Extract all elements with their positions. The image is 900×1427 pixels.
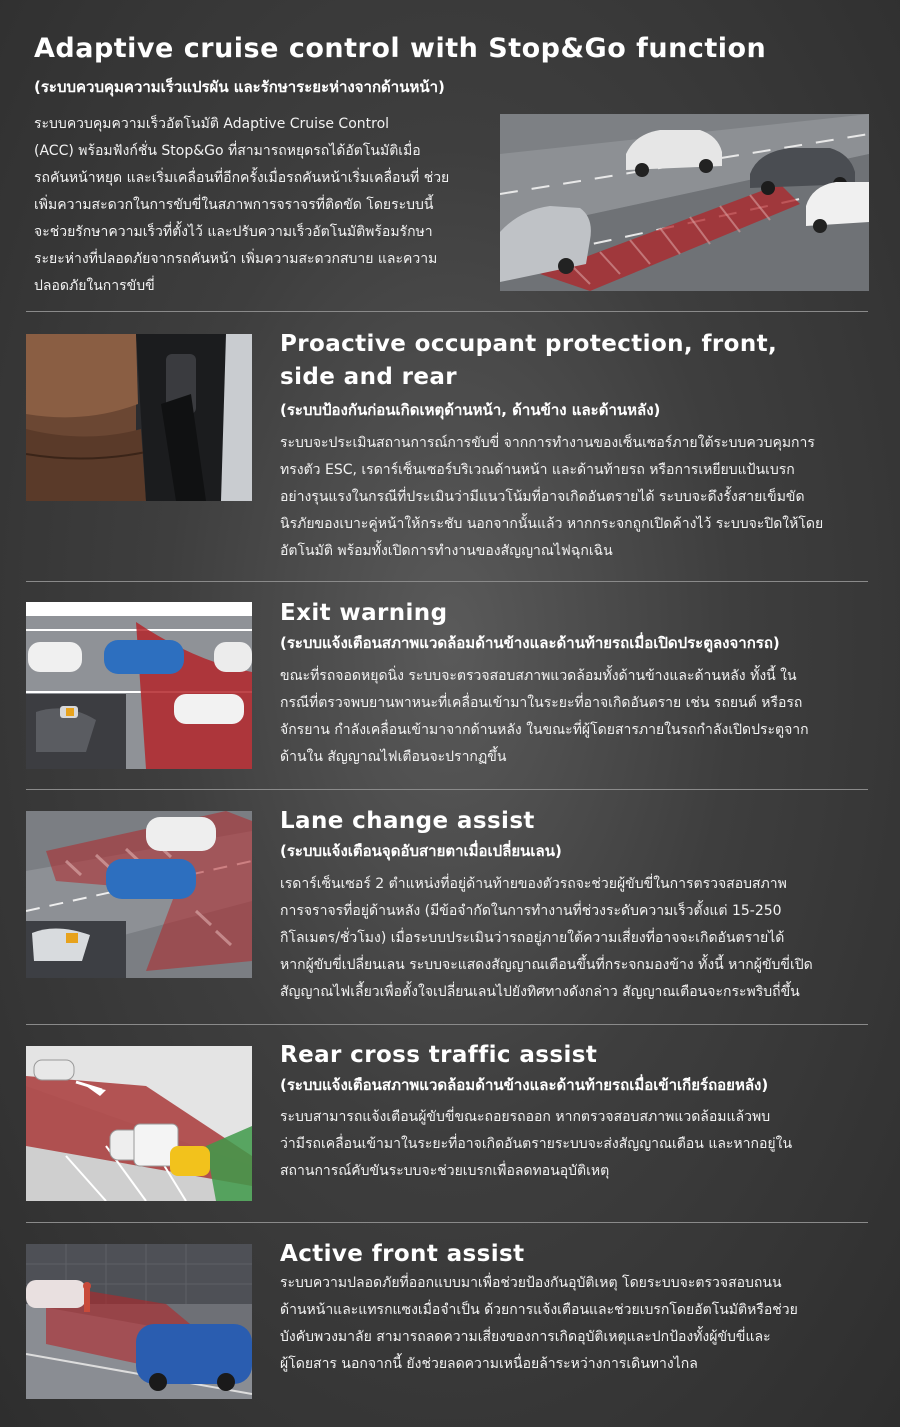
exit-warning-subtitle: (ระบบแจ้งเตือนสภาพแวดล้อมด้านข้างและด้านท้ายรถเมื่อเปิดประตูลงจากรถ) xyxy=(280,634,780,652)
section-divider xyxy=(26,1024,868,1025)
lane-change-illustration xyxy=(26,811,252,978)
acc-body-line: ปลอดภัยในการขับขี่ xyxy=(34,278,155,294)
exit-warning-body-line: ขณะที่รถจอดหยุดนิ่ง ระบบจะตรวจสอบสภาพแวดล้อมทั้งด้านข้างและด้านหลัง ทั้งนี้ ใน xyxy=(280,668,797,684)
rear-cross-body-line: ระบบสามารถแจ้งเตือนผู้ขับขี่ขณะถอยรถออก หากตรวจสอบสภาพแวดล้อมแล้วพบ xyxy=(280,1109,771,1125)
rear-cross-title: Rear cross traffic assist xyxy=(280,1042,598,1068)
section-divider xyxy=(26,581,868,582)
proactive-title-line: side and rear xyxy=(280,364,458,390)
acc-title: Adaptive cruise control with Stop&Go function xyxy=(34,33,767,64)
active-front-body-line: ผู้โดยสาร นอกจากนี้ ยังช่วยลดความเหนื่อยล้าระหว่างการเดินทางไกล xyxy=(280,1356,698,1372)
exit-warning-body xyxy=(280,663,880,771)
proactive-body-line: ทรงตัว ESC, เรดาร์เซ็นเซอร์บริเวณด้านหน้า และด้านท้ายรถ หรือการเหยียบแป้นเบรก xyxy=(280,462,795,478)
exit-warning-body-line: ด้านใน สัญญาณไฟเตือนจะปรากฏขึ้น xyxy=(280,749,507,765)
acc-body-line: จะช่วยรักษาความเร็วที่ตั้งไว้ และปรับความเร็วอัตโนมัติพร้อมรักษา xyxy=(34,224,433,240)
lane-change-body-line: กิโลเมตร/ชั่วโมง) เมื่อระบบประเมินว่ารถอยู่ภายใต้ความเสี่ยงที่อาจจะเกิดอันตรายได้ xyxy=(280,930,785,946)
lane-change-body-line: หากผู้ขับขี่เปลี่ยนเลน ระบบจะแสดงสัญญาณเตือนขึ้นที่กระจกมองข้าง ทั้งนี้ หากผู้ขับขี่เปิด xyxy=(280,957,813,973)
acc-subtitle: (ระบบควบคุมความเร็วแปรผัน และรักษาระยะห่างจากด้านหน้า) xyxy=(34,78,445,96)
proactive-body-line: นิรภัยของเบาะคู่หน้าให้กระชับ นอกจากนั้นแล้ว หากกระจกถูกเปิดค้างไว้ ระบบจะปิดให้โดย xyxy=(280,516,824,532)
acc-body-line: รถคันหน้าหยุด และเริ่มเคลื่อนที่อีกครั้งเมื่อรถคันหน้าเริ่มเคลื่อนที่ ช่วย xyxy=(34,170,450,186)
proactive-body xyxy=(280,430,880,565)
lane-change-subtitle: (ระบบแจ้งเตือนจุดอับสายตาเมื่อเปลี่ยนเลน) xyxy=(280,842,562,860)
acc-body-line: ระยะห่างที่ปลอดภัยจากรถคันหน้า เพิ่มความสะดวกสบาย และความ xyxy=(34,251,438,267)
section-divider xyxy=(26,789,868,790)
rear-cross-illustration xyxy=(26,1046,252,1201)
acc-body xyxy=(34,111,504,300)
proactive-title xyxy=(280,328,860,394)
exit-warning-title: Exit warning xyxy=(280,600,448,626)
rear-cross-body-line: ว่ามีรถเคลื่อนเข้ามาในระยะที่อาจเกิดอันตรายระบบจะส่งสัญญาณเตือน และหากอยู่ใน xyxy=(280,1136,793,1152)
rear-cross-body-line: สถานการณ์คับขันระบบจะช่วยเบรกเพื่อลดทอนอุบัติเหตุ xyxy=(280,1163,610,1179)
lane-change-body-line: เรดาร์เซ็นเซอร์ 2 ตำแหน่งที่อยู่ด้านท้ายของตัวรถจะช่วยผู้ขับขี่ในการตรวจสอบสภาพ xyxy=(280,876,787,892)
acc-body-line: เพิ่มความสะดวกในการขับขี่ในสภาพการจราจรที่ติดขัด โดยระบบนี้ xyxy=(34,197,434,213)
active-front-title: Active front assist xyxy=(280,1241,525,1267)
lane-change-body xyxy=(280,871,880,1006)
active-front-body-line: ด้านหน้าและแทรกแซงเมื่อจำเป็น ด้วยการแจ้งเตือนและช่วยเบรกโดยอัตโนมัติหรือช่วย xyxy=(280,1302,798,1318)
section-divider xyxy=(26,311,868,312)
active-front-body-line: บังคับพวงมาลัย สามารถลดความเสี่ยงของการเกิดอุบัติเหตุและปกป้องทั้งผู้ขับขี่และ xyxy=(280,1329,771,1345)
acc-body-line: ระบบควบคุมความเร็วอัตโนมัติ Adaptive Cruise Control xyxy=(34,116,390,132)
proactive-title-line: Proactive occupant protection, front, xyxy=(280,331,778,357)
active-front-body xyxy=(280,1270,880,1378)
acc-illustration xyxy=(500,114,869,291)
exit-warning-body-line: จักรยาน กำลังเคลื่อนเข้ามาจากด้านหลัง ในขณะที่ผู้โดยสารภายในรถกำลังเปิดประตูจาก xyxy=(280,722,809,738)
proactive-body-line: อย่างรุนแรงในกรณีที่ประเมินว่ามีแนวโน้มที่อาจเกิดอันตรายได้ ระบบจะดึงรั้งสายเข็มขัด xyxy=(280,489,805,505)
rear-cross-subtitle: (ระบบแจ้งเตือนสภาพแวดล้อมด้านข้างและด้านท้ายรถเมื่อเข้าเกียร์ถอยหลัง) xyxy=(280,1076,769,1094)
section-divider xyxy=(26,1222,868,1223)
rear-cross-body xyxy=(280,1104,880,1185)
lane-change-body-line: สัญญาณไฟเลี้ยวเพื่อตั้งใจเปลี่ยนเลนไปยังทิศทางดังกล่าว สัญญาณเตือนจะกระพริบถี่ขึ้น xyxy=(280,984,800,1000)
seatbelt-illustration xyxy=(26,334,252,501)
proactive-body-line: อัตโนมัติ พร้อมทั้งเปิดการทำงานของสัญญาณไฟฉุกเฉิน xyxy=(280,543,613,559)
exit-warning-illustration xyxy=(26,602,252,769)
active-front-illustration xyxy=(26,1244,252,1399)
lane-change-title: Lane change assist xyxy=(280,808,535,834)
proactive-body-line: ระบบจะประเมินสถานการณ์การขับขี่ จากการทำงานของเซ็นเซอร์ภายใต้ระบบควบคุมการ xyxy=(280,435,815,451)
active-front-body-line: ระบบความปลอดภัยที่ออกแบบมาเพื่อช่วยป้องกันอุบัติเหตุ โดยระบบจะตรวจสอบถนน xyxy=(280,1275,782,1291)
acc-body-line: (ACC) พร้อมฟังก์ชั่น Stop&Go ที่สามารถหยุดรถได้อัตโนมัติเมื่อ xyxy=(34,143,421,159)
proactive-subtitle: (ระบบป้องกันก่อนเกิดเหตุด้านหน้า, ด้านข้าง และด้านหลัง) xyxy=(280,401,661,419)
exit-warning-body-line: กรณีที่ตรวจพบยานพาหนะที่เคลื่อนเข้ามาในระยะที่อาจเกิดอันตราย เช่น รถยนต์ หรือรถ xyxy=(280,695,803,711)
lane-change-body-line: การจราจรที่อยู่ด้านหลัง (มีข้อจำกัดในการทำงานที่ช่วงระดับความเร็วตั้งแต่ 15-250 xyxy=(280,903,782,919)
